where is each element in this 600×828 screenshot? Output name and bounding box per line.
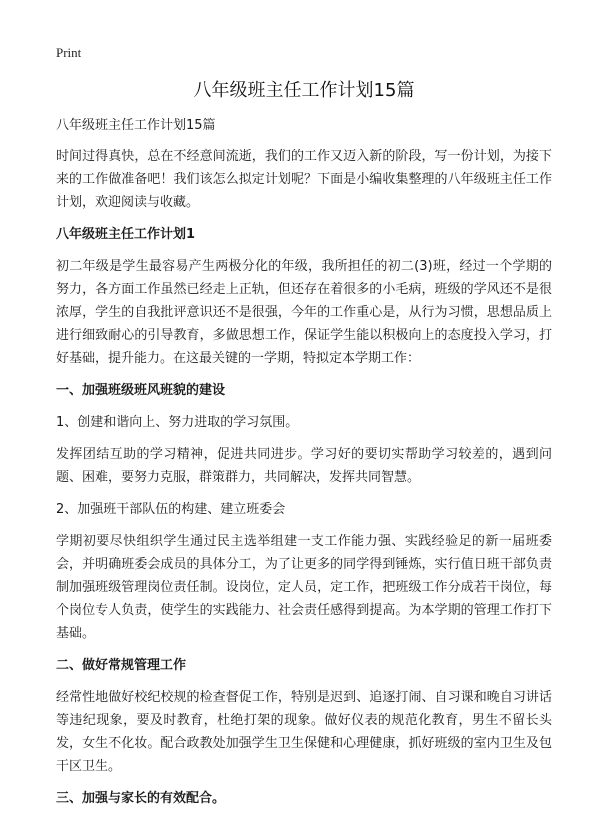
document-subtitle: 八年级班主任工作计划15篇 xyxy=(56,118,216,133)
section3-heading: 三、加强与家长的有效配合。 xyxy=(56,791,226,806)
plan1-heading: 八年级班主任工作计划1 xyxy=(56,227,196,242)
section1-heading: 一、加强班级班风班貌的建设 xyxy=(56,383,226,398)
item1-paragraph: 发挥团结互助的学习精神，促进共同进步。学习好的要切实帮助学习较差的，遇到问题、困难，要努力克服，群策群力，共同解决，发挥共同智慧。 xyxy=(56,447,552,485)
section2-heading: 二、做好常规管理工作 xyxy=(56,658,187,673)
print-link[interactable]: Print xyxy=(56,45,82,60)
page-title: 八年级班主任工作计划15篇 xyxy=(193,80,415,101)
intro-paragraph: 时间过得真快，总在不经意间流逝，我们的工作又迈入新的阶段，写一份计划，为接下来的工作做准备吧！我们该怎么拟定计划呢？下面是小编收集整理的八年级班主任工作计划，欢迎阅读与收藏。 xyxy=(56,149,552,210)
document-body xyxy=(56,78,552,819)
item2-paragraph: 学期初要尽快组织学生通过民主选举组建一支工作能力强、实践经验足的新一届班委会，并明确班委会成员的具体分工，为了让更多的同学得到锤炼，实行值日班干部负责制加强班级管理岗位责任制。设岗位，定人员，定工作，把班级工作分成若干岗位，每个岗位专人负责，使学生的实践能力、社会责任感得到提高。为本学期的管理工作打下基础。 xyxy=(56,534,552,641)
plan1-intro-paragraph: 初二年级是学生最容易产生两极分化的年级，我所担任的初二(3)班，经过一个学期的努力，各方面工作虽然已经走上正轨，但还存在着很多的小毛病，班级的学风还不是很浓厚，学生的自我批评意识还不是很强，今年的工作重心是，从行为习惯，思想品质上进行细致耐心的引导教育，多做思想工作，保证学生能以积极向上的态度投入学习，打好基础，提升能力。在这最关键的一学期，特拟定本学期工作： xyxy=(56,259,552,366)
section2-paragraph: 经常性地做好校纪校规的检查督促工作，特别是迟到、追逐打闹、自习课和晚自习讲话等违纪现象，要及时教育，杜绝打架的现象。做好仪表的规范化教育，男生不留长头发，女生不化妆。配合政教处加强学生卫生保健和心理健康，抓好班级的室内卫生及包干区卫生。 xyxy=(56,690,552,774)
item1-heading: 1、创建和谐向上、努力进取的学习氛围。 xyxy=(56,415,299,430)
item2-heading: 2、加强班干部队伍的构建、建立班委会 xyxy=(56,502,286,517)
